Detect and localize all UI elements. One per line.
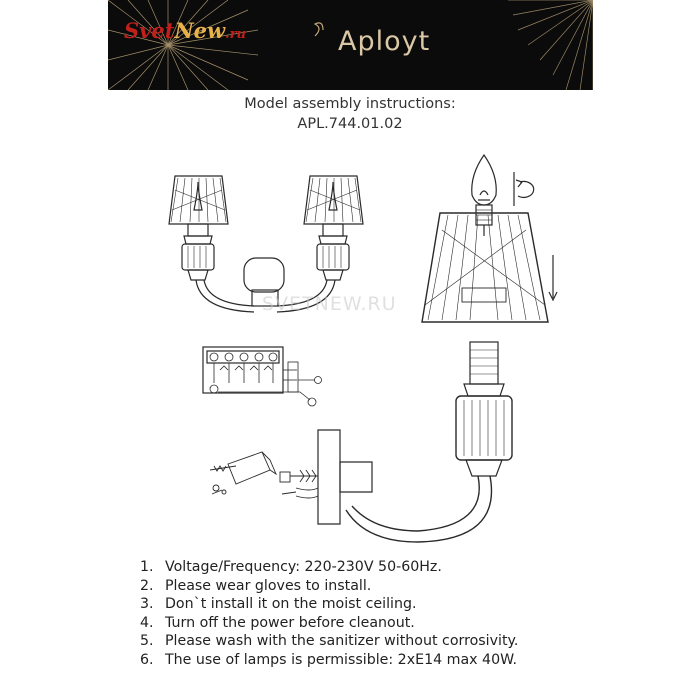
instruction-number: 2. <box>140 577 154 594</box>
instruction-text: Voltage/Frequency: 220-230V 50-60Hz. <box>165 559 442 575</box>
site-logo-part1: Svet <box>124 18 175 43</box>
instruction-number: 1. <box>140 559 154 575</box>
instruction-item <box>140 651 518 670</box>
wiring-diagram <box>203 347 322 406</box>
instruction-text: Don`t install it on the moist ceiling. <box>165 596 417 613</box>
site-logo-part3: .ru <box>225 27 246 42</box>
instruction-item <box>140 577 518 596</box>
instruction-item <box>140 614 518 633</box>
instruction-item <box>140 595 518 614</box>
watermark: SVETNEW.RU <box>262 293 397 315</box>
arm-exploded-view <box>346 155 557 542</box>
instruction-text: The use of lamps is permissible: 2xE14 max 40W. <box>165 651 518 668</box>
mounting-hardware-drawing <box>210 430 372 524</box>
instruction-number: 3. <box>140 596 154 613</box>
instruction-text: Please wear gloves to install. <box>165 577 372 594</box>
instructions-list <box>140 558 518 670</box>
instruction-text: Please wash with the sanitizer without corrosivity. <box>165 633 519 650</box>
instruction-text: Turn off the power before cleanout. <box>165 614 415 631</box>
instruction-item <box>140 558 518 577</box>
lamp-overview-drawing <box>169 176 363 312</box>
brand-name: Aployt <box>338 26 431 57</box>
title-line1: Model assembly instructions: <box>244 96 456 112</box>
instruction-number: 6. <box>140 651 154 668</box>
instruction-number: 5. <box>140 633 154 650</box>
instruction-number: 4. <box>140 614 154 631</box>
site-logo-part2: New <box>174 18 226 43</box>
instruction-item <box>140 632 518 651</box>
model-number: APL.744.01.02 <box>297 116 403 132</box>
